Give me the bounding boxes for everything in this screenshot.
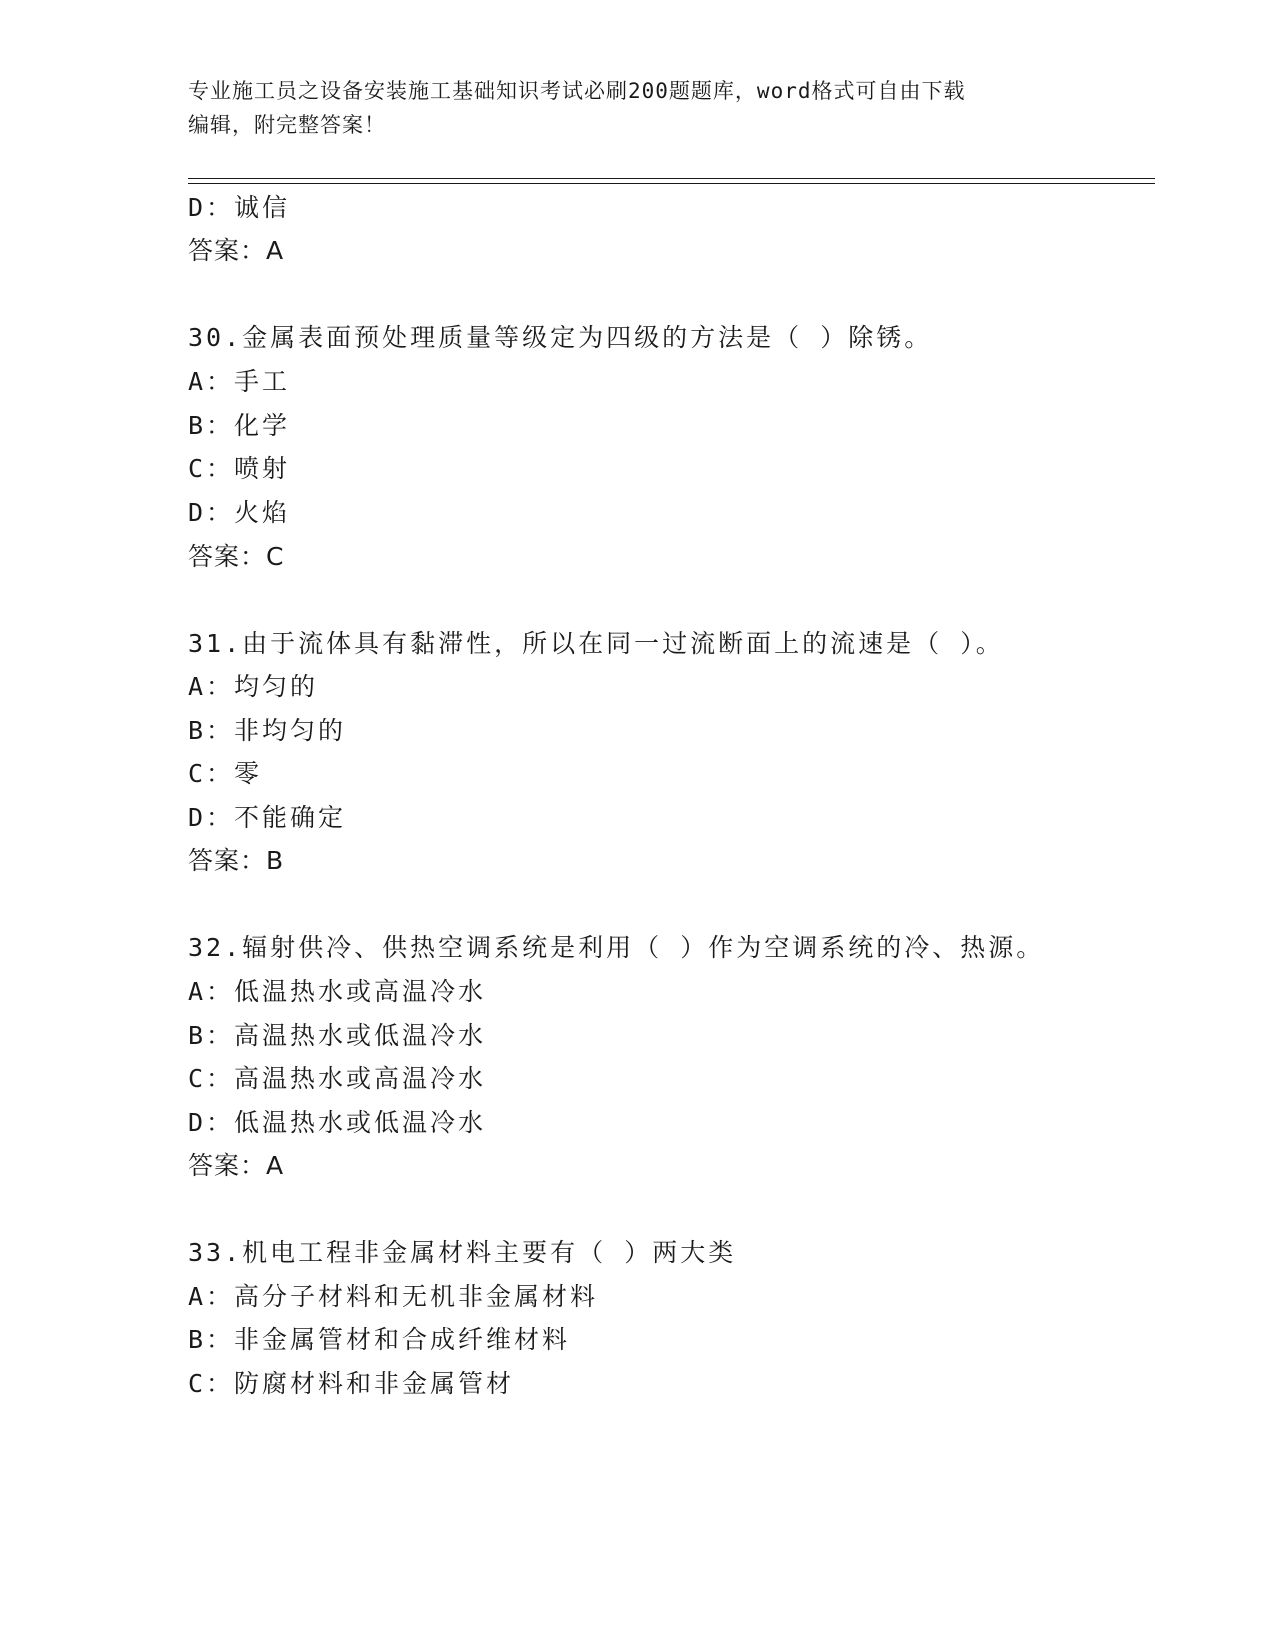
q30-option-b: B：化学 [188, 411, 291, 440]
q30-stem: 30.金属表面预处理质量等级定为四级的方法是（ ）除锈。 [188, 323, 933, 352]
q29-answer: 答案：A [188, 236, 285, 265]
q32-answer: 答案：A [188, 1151, 285, 1180]
q30-answer: 答案：C [188, 542, 285, 571]
q30-option-d: D：火焰 [188, 498, 291, 527]
q29-option-d: D：诚信 [188, 193, 291, 222]
q31-option-a: A：均匀的 [188, 672, 319, 701]
q32-option-d: D：低温热水或低温冷水 [188, 1108, 487, 1137]
header-title-line-1: 专业施工员之设备安装施工基础知识考试必刷200题题库，word格式可自由下载 [188, 79, 966, 103]
q33-option-b: B：非金属管材和合成纤维材料 [188, 1325, 571, 1354]
q33-stem: 33.机电工程非金属材料主要有（ ）两大类 [188, 1238, 737, 1267]
q31-stem: 31.由于流体具有黏滞性，所以在同一过流断面上的流速是（ ）。 [188, 629, 1004, 658]
q33-option-c: C：防腐材料和非金属管材 [188, 1369, 515, 1398]
header-divider-bottom [188, 183, 1155, 184]
q32-stem: 32.辐射供冷、供热空调系统是利用（ ）作为空调系统的冷、热源。 [188, 933, 1045, 962]
q31-option-b: B：非均匀的 [188, 716, 347, 745]
q32-option-a: A：低温热水或高温冷水 [188, 977, 487, 1006]
document-header [188, 74, 1088, 142]
q32-option-b: B：高温热水或低温冷水 [188, 1021, 487, 1050]
q31-option-d: D：不能确定 [188, 803, 347, 832]
q33-option-a: A：高分子材料和无机非金属材料 [188, 1282, 599, 1311]
q32-option-c: C：高温热水或高温冷水 [188, 1064, 487, 1093]
q30-option-a: A：手工 [188, 367, 291, 396]
header-divider-top [188, 178, 1155, 179]
q31-option-c: C：零 [188, 759, 263, 788]
q31-answer: 答案：B [188, 846, 285, 875]
q30-option-c: C：喷射 [188, 454, 291, 483]
header-title-line-2: 编辑，附完整答案！ [188, 113, 386, 137]
